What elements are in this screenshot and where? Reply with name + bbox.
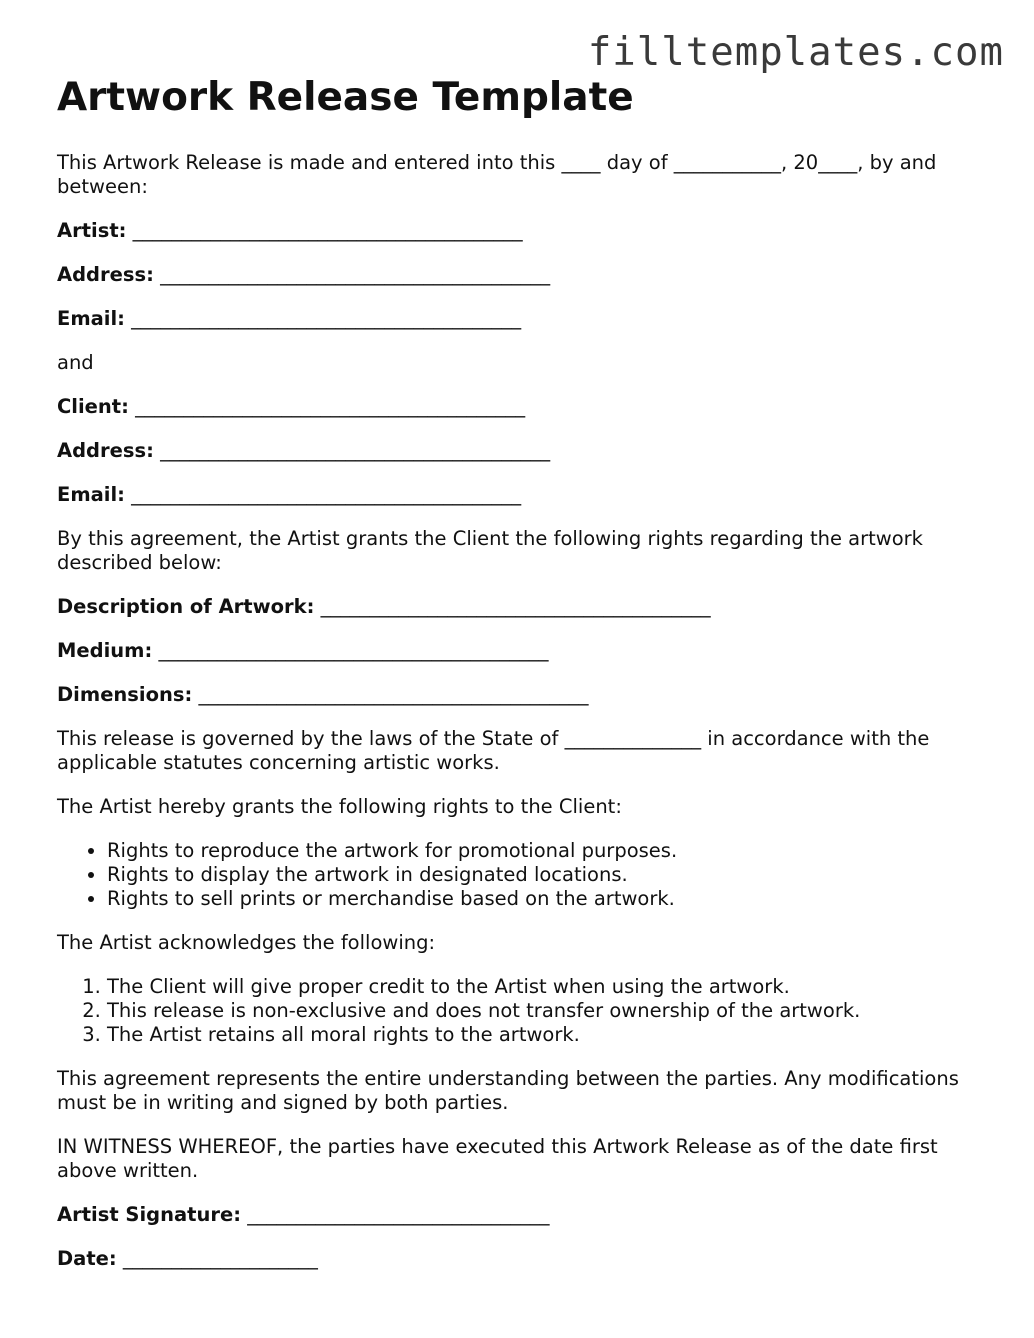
- client-email-field: Email: ________________________________________: [57, 483, 522, 506]
- list-item: 1. The Client will give proper credit to the Artist when using the artwork.: [107, 975, 987, 999]
- client-address-field: Address: ________________________________________: [57, 439, 551, 462]
- governing-law-paragraph: This release is governed by the laws of the State of ______________ in accordance with the applicable statutes concerning artistic works.: [57, 727, 930, 774]
- list-item: 2. This release is non-exclusive and does not transfer ownership of the artwork.: [107, 999, 987, 1023]
- witness-paragraph: IN WITNESS WHEREOF, the parties have executed this Artwork Release as of the date first above written.: [57, 1135, 938, 1182]
- acknowledgement-list: [57, 975, 987, 1047]
- artist-address-field: Address: ________________________________________: [57, 263, 551, 286]
- grant-intro-paragraph: By this agreement, the Artist grants the Client the following rights regarding the artwork described below:: [57, 527, 923, 574]
- artist-email-field: Email: ________________________________________: [57, 307, 522, 330]
- watermark: filltemplates.com: [587, 30, 1004, 75]
- rights-list: [57, 839, 987, 911]
- list-item: • Rights to display the artwork in designated locations.: [107, 863, 987, 887]
- date-field: Date: ____________________: [57, 1247, 318, 1270]
- rights-intro-paragraph: The Artist hereby grants the following rights to the Client:: [57, 795, 622, 818]
- artist-signature-field: Artist Signature: _______________________________: [57, 1203, 550, 1226]
- artist-name-field: Artist: ________________________________________: [57, 219, 523, 242]
- document-title: Artwork Release Template: [57, 75, 634, 120]
- acknowledgement-intro-paragraph: The Artist acknowledges the following:: [57, 931, 436, 954]
- artwork-medium-field: Medium: ________________________________________: [57, 639, 549, 662]
- list-item: 3. The Artist retains all moral rights to the artwork.: [107, 1023, 987, 1047]
- list-item: • Rights to sell prints or merchandise based on the artwork.: [107, 887, 987, 911]
- list-item: • Rights to reproduce the artwork for promotional purposes.: [107, 839, 987, 863]
- artwork-description-field: Description of Artwork: ________________________________________: [57, 595, 711, 618]
- document-page: [57, 72, 987, 1271]
- intro-paragraph: This Artwork Release is made and entered into this ____ day of ___________, 20____, by and between:: [57, 151, 937, 198]
- and-text: and: [57, 351, 94, 374]
- entire-agreement-paragraph: This agreement represents the entire understanding between the parties. Any modifications must be in writing and signed by both parties.: [57, 1067, 959, 1114]
- artwork-dimensions-field: Dimensions: ________________________________________: [57, 683, 589, 706]
- client-name-field: Client: ________________________________________: [57, 395, 526, 418]
